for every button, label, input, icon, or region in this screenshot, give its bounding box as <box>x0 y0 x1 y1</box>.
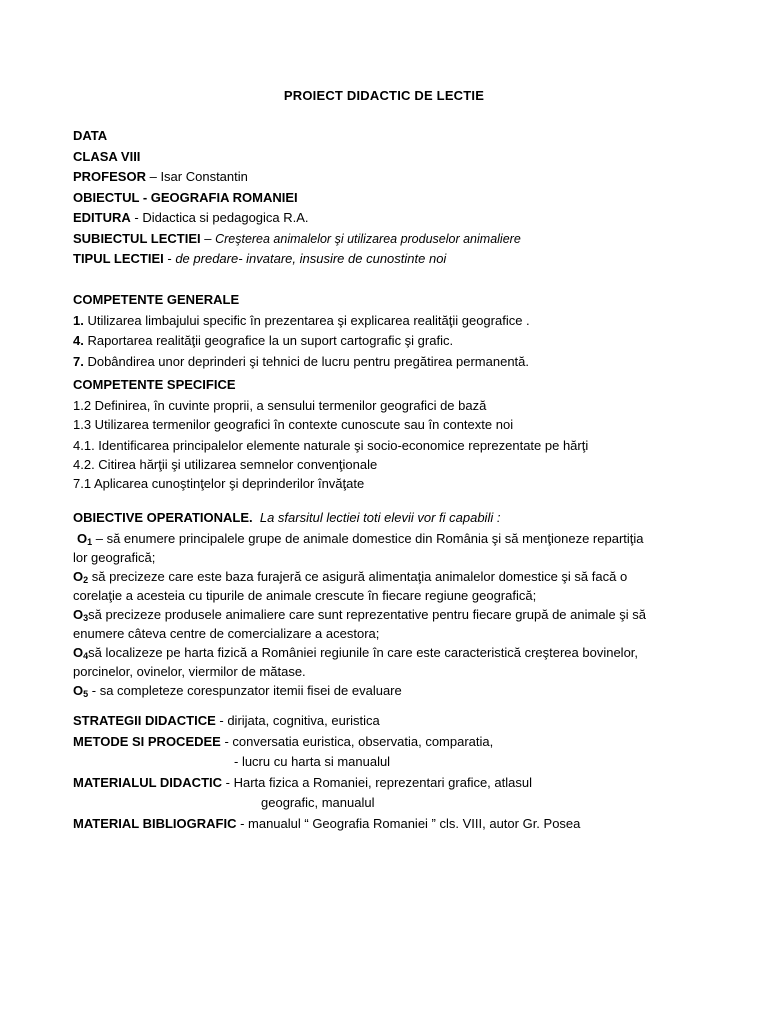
metode-sep: - <box>220 733 233 749</box>
obiective-heading: OBIECTIVE OPERATIONALE. <box>73 510 253 525</box>
strategii-section <box>73 711 728 834</box>
competente-specifice <box>73 375 728 493</box>
objective-o1 <box>73 529 728 548</box>
objective-label: O <box>77 530 88 546</box>
obiective-intro: La sfarsitul lectiei toti elevii vor fi capabili : <box>259 510 501 525</box>
obiective-operationale <box>73 508 728 700</box>
objective-text: - sa completeze corespunzator itemii fisei de evaluare <box>88 682 402 698</box>
item-text: Dobândirea unor deprinderi şi tehnici de lucru pentru pregătirea permanentă. <box>83 353 530 369</box>
material-didactic-line-2: geografic, manualul <box>261 795 375 810</box>
objective-o2 <box>73 567 728 586</box>
objective-text: să precizeze produsele animaliere care sunt reprezentative pentru fiecare grupă de animale şi să <box>88 606 647 622</box>
item-number: 1. <box>73 312 84 328</box>
metode-line <box>73 732 728 753</box>
competente-generale-heading: COMPETENTE GENERALE <box>73 292 240 307</box>
material-bibliografic-value: manualul “ Geografia Romaniei ” cls. VIII, autor Gr. Posea <box>248 815 581 831</box>
objective-label: O <box>73 568 84 584</box>
objective-o1-cont: lor geografică; <box>73 549 156 565</box>
material-didactic-label: MATERIALUL DIDACTIC <box>73 774 223 790</box>
document-title: PROIECT DIDACTIC DE LECTIE <box>283 88 485 103</box>
tipul-label: TIPUL LECTIEI <box>73 251 164 266</box>
objective-label: O <box>73 606 84 622</box>
editura-label: EDITURA <box>73 210 131 225</box>
item-number: 7. <box>73 353 84 369</box>
competenta-specifica-item: 7.1 Aplicarea cunoştinţelor şi deprinderilor învăţate <box>73 475 365 491</box>
obiective-heading-line <box>73 508 728 529</box>
strategii-sep: - <box>215 713 228 728</box>
metode-label: METODE SI PROCEDEE <box>73 733 221 749</box>
tipul-value: de predare- invatare, insusire de cunostinte noi <box>175 251 447 266</box>
editura-sep: - <box>130 210 143 225</box>
material-didactic-sep: - <box>222 774 234 790</box>
competenta-specifica-item: 1.2 Definirea, în cuvinte proprii, a sensului termenilor geografici de bază <box>73 397 487 413</box>
objective-text: – să enumere principalele grupe de animale domestice din România şi să menţioneze repartiţia <box>92 530 644 546</box>
subiectul-line <box>73 229 728 250</box>
material-bibliografic-line <box>73 814 728 835</box>
material-didactic-line <box>73 773 728 794</box>
metode-value: conversatia euristica, observatia, comparatia, <box>232 733 494 749</box>
data-line: DATA <box>73 128 108 143</box>
material-bibliografic-sep: - <box>236 815 249 831</box>
objective-index: 5 <box>83 688 89 699</box>
competente-generale <box>73 290 728 372</box>
objective-o4 <box>73 643 728 662</box>
objective-o3-cont: enumere câteva centre de comercializare a acestora; <box>73 625 380 641</box>
material-didactic-value: Harta fizica a Romaniei, reprezentari grafice, atlasul <box>233 774 532 790</box>
objective-label: O <box>73 682 84 698</box>
objective-index: 2 <box>83 574 89 585</box>
obiectul-line: OBIECTUL - GEOGRAFIA ROMANIEI <box>73 189 298 205</box>
editura-value: Didactica si pedagogica R.A. <box>142 210 309 225</box>
objective-index: 1 <box>87 536 93 547</box>
competenta-generala-item <box>73 352 728 373</box>
item-text: Raportarea realităţii geografice la un suport cartografic şi grafic. <box>83 333 454 348</box>
material-bibliografic-label: MATERIAL BIBLIOGRAFIC <box>73 815 237 831</box>
competenta-generala-item <box>73 331 728 352</box>
profesor-label: PROFESOR <box>73 169 146 184</box>
item-text: Utilizarea limbajului specific în prezentarea şi explicarea realităţii geografice . <box>83 312 530 328</box>
tipul-sep: - <box>163 251 176 266</box>
objective-label: O <box>73 644 84 660</box>
competenta-specifica-item: 4.2. Citirea hărţii şi utilizarea semnelor convenţionale <box>73 456 378 472</box>
profesor-line <box>73 167 728 188</box>
competente-specifice-heading: COMPETENTE SPECIFICE <box>73 377 236 392</box>
objective-index: 3 <box>83 612 89 623</box>
competenta-generala-item <box>73 311 728 332</box>
strategii-value: dirijata, cognitiva, euristica <box>227 713 380 728</box>
competenta-specifica-item: 1.3 Utilizarea termenilor geografici în contexte cunoscute sau în contexte noi <box>73 416 514 432</box>
strategii-label: STRATEGII DIDACTICE <box>73 713 216 728</box>
item-number: 4. <box>73 333 84 348</box>
subiectul-value: Creşterea animalelor şi utilizarea produselor animaliere <box>215 231 521 246</box>
profesor-value: Isar Constantin <box>160 169 248 184</box>
metode-line-2: - lucru cu harta si manualul <box>234 754 391 769</box>
editura-line <box>73 208 728 229</box>
objective-text: să precizeze care este baza furajeră ce asigură alimentaţia animalelor domestice şi să facă o <box>88 568 628 584</box>
clasa-line: CLASA VIII <box>73 148 141 164</box>
subiectul-label: SUBIECTUL LECTIEI <box>73 230 201 246</box>
tipul-line <box>73 249 728 270</box>
objective-o2-cont: corelaţie a acesteia cu tipurile de animale crescute în fiecare regiune geografică; <box>73 587 537 603</box>
competenta-specifica-item: 4.1. Identificarea principalelor elemente naturale şi socio-economice reprezentate pe hărţi <box>73 437 589 453</box>
objective-o5 <box>73 681 728 700</box>
objective-text: să localizeze pe harta fizică a României regiunile în care este caracteristică creşterea bovinelor, <box>88 644 639 660</box>
objective-o3 <box>73 605 728 624</box>
objective-o4-cont: porcinelor, ovinelor, viermilor de mătase. <box>73 663 306 679</box>
header-info <box>73 126 728 270</box>
objective-index: 4 <box>83 650 89 661</box>
profesor-sep: – <box>145 169 161 184</box>
strategii-line <box>73 711 728 732</box>
subiectul-sep: – <box>200 230 216 246</box>
